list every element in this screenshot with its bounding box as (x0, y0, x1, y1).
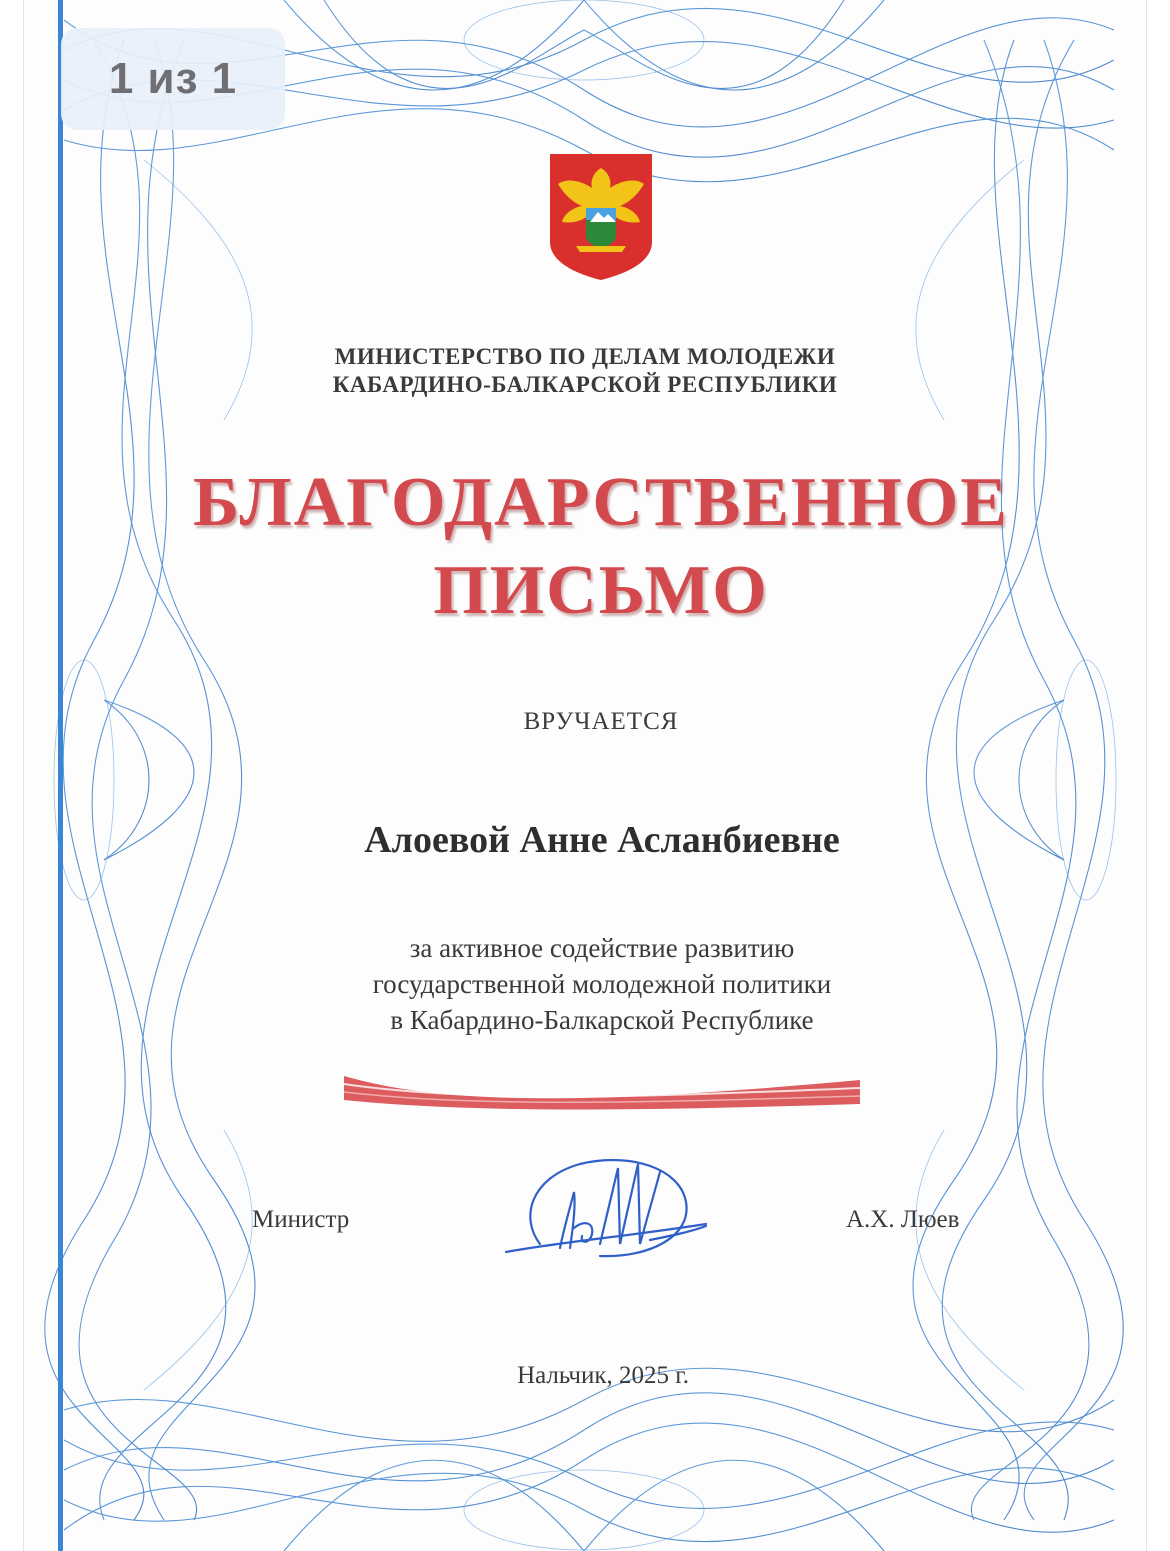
reason-line3: в Кабардино-Балкарской Республике (390, 1005, 814, 1035)
awarded-label: ВРУЧАЕТСЯ (523, 708, 679, 735)
reason-line2: государственной молодежной политики (372, 969, 832, 999)
certificate-title-line1: БЛАГОДАРСТВЕННОЕ (193, 464, 1009, 541)
ministry-name-line2: КАБАРДИНО-БАЛКАРСКОЙ РЕСПУБЛИКИ (332, 372, 838, 397)
certificate-title-line2: ПИСЬМО (433, 552, 769, 629)
place-and-date: Нальчик, 2025 г. (517, 1362, 689, 1389)
page-edge-rule (58, 0, 63, 1551)
signer-position: Министр (252, 1206, 350, 1233)
recipient-name: Алоевой Анне Асланбиевне (364, 819, 840, 861)
decorative-ribbon-icon (340, 1070, 866, 1116)
signature-icon (500, 1148, 712, 1268)
signer-name: А.Х. Люев (846, 1206, 960, 1233)
coat-of-arms-icon (546, 150, 656, 282)
ministry-name-line1: МИНИСТЕРСТВО ПО ДЕЛАМ МОЛОДЕЖИ (334, 344, 836, 369)
page-counter-badge: 1 из 1 (61, 28, 285, 130)
reason-line1: за активное содействие развитию (409, 933, 795, 963)
